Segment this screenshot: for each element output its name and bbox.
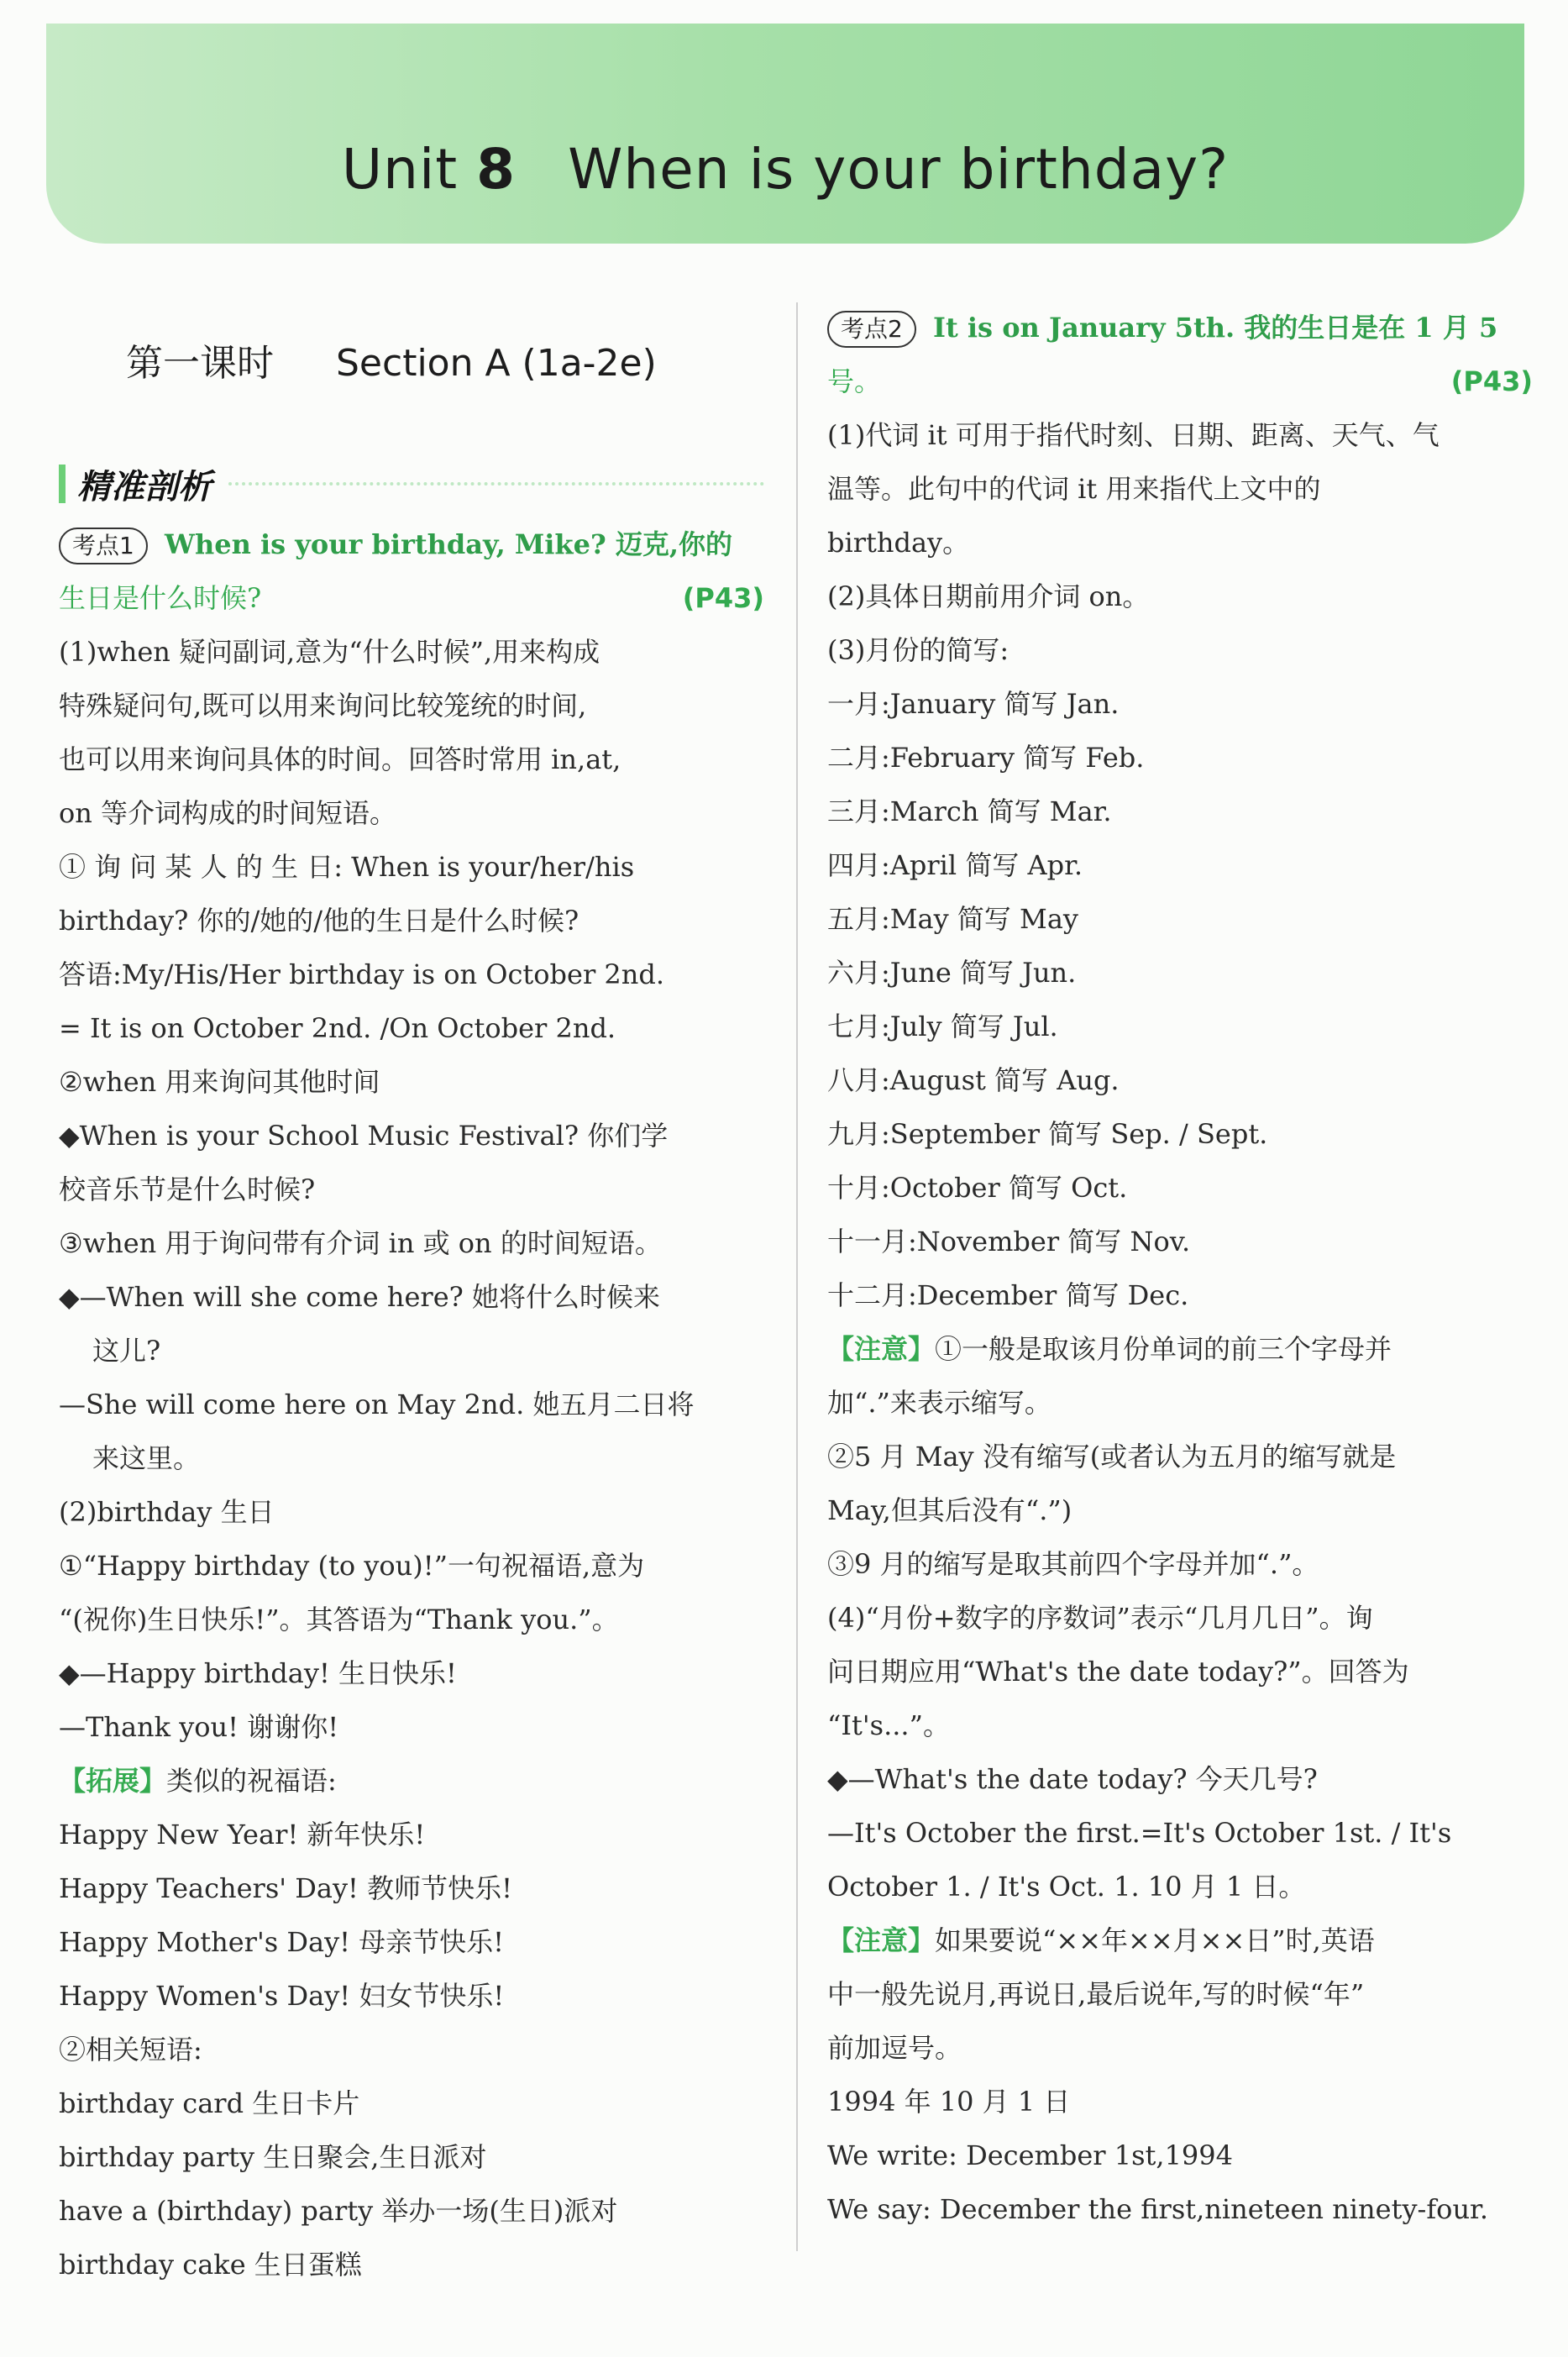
text-line: ③when 用于询问带有介词 in 或 on 的时间短语。 [59, 1227, 662, 1259]
text-line: 二月:February 简写 Feb. [827, 742, 1145, 774]
text-line: Happy New Year! 新年快乐! [59, 1819, 426, 1850]
text-line: ① 询 问 某 人 的 生 日: When is your/her/his [59, 851, 635, 883]
kp1-extend [59, 1754, 764, 1808]
text-line: ②when 用来询问其他时间 [59, 1066, 380, 1098]
text-line: Happy Teachers' Day! 教师节快乐! [59, 1872, 512, 1904]
section-dots [228, 482, 764, 486]
kp2-note2-first [827, 1913, 1533, 1967]
unit-title [46, 137, 1524, 202]
kp2-ref: (P43) [1450, 365, 1533, 397]
text-line: (2)birthday 生日 [59, 1496, 275, 1528]
text-line: —Thank you! 谢谢你! [59, 1711, 339, 1743]
text-line: 五月:May 简写 May [827, 903, 1078, 935]
unit-number: 8 [476, 137, 517, 202]
right-column [827, 301, 1533, 2236]
text-line: have a (birthday) party 举办一场(生日)派对 [59, 2195, 618, 2227]
text-line: 十月:October 简写 Oct. [827, 1172, 1128, 1204]
text-line: —It's October the first.=It's October 1st. / It's [827, 1817, 1452, 1849]
lesson-period: 第一课时 [126, 342, 274, 385]
text-line: birthday card 生日卡片 [59, 2087, 360, 2119]
kp2-note1-body [827, 1376, 1533, 1913]
text-line: ◆—When will she come here? 她将什么时候来 [59, 1281, 660, 1313]
text-line: ②相关短语: [59, 2034, 202, 2066]
text-line: birthday。 [827, 527, 970, 559]
text-line: ②5 月 May 没有缩写(或者认为五月的缩写就是 [827, 1441, 1397, 1472]
kp1-title: When is your birthday, Mike? 迈克,你的 [165, 528, 732, 560]
unit-label: Unit [341, 137, 459, 202]
left-column [59, 311, 764, 2291]
kp2-title-line2 [827, 354, 1533, 408]
kp2-note2-tag: 【注意】 [827, 1924, 936, 1956]
kp1-title-line [59, 517, 764, 571]
text-line: —She will come here on May 2nd. 她五月二日将 [59, 1388, 695, 1420]
text-line: “(祝你)生日快乐!”。其答语为“Thank you.”。 [59, 1604, 619, 1635]
text-line: 来这里。 [92, 1442, 201, 1474]
text-line: 十一月:November 简写 Nov. [827, 1226, 1191, 1257]
text-line: 四月:April 简写 Apr. [827, 849, 1083, 881]
unit-title-text: When is your birthday? [568, 137, 1230, 202]
text-line: ◆When is your School Music Festival? 你们学 [59, 1120, 669, 1152]
kp1-title-line2 [59, 571, 764, 625]
text-line: 问日期应用“What's the date today?”。回答为 [827, 1656, 1409, 1688]
kp1-extend-tag: 【拓展】 [59, 1765, 167, 1797]
text-line: 特殊疑问句,既可以用来询问比较笼统的时间, [59, 690, 587, 722]
text-line: 1994 年 10 月 1 日 [827, 2086, 1071, 2118]
kp2-title: It is on January 5th. 我的生日是在 1 月 5 [933, 312, 1498, 344]
text-line: 答语:My/His/Her birthday is on October 2nd. [59, 958, 665, 990]
text-line: = It is on October 2nd. /On October 2nd. [59, 1012, 616, 1044]
text-line: 也可以用来询问具体的时间。回答时常用 in,at, [59, 743, 621, 775]
text-line: We write: December 1st,1994 [827, 2139, 1233, 2171]
text-line: ◆—Happy birthday! 生日快乐! [59, 1657, 457, 1689]
text-line: 十二月:December 简写 Dec. [827, 1279, 1189, 1311]
text-line: (3)月份的简写: [827, 634, 1009, 666]
text-line: 温等。此句中的代词 it 用来指代上文中的 [827, 473, 1321, 505]
text-line: “It's...”。 [827, 1709, 950, 1741]
kp1-ref: (P43) [682, 582, 764, 614]
kp1-badge: 考点1 [59, 528, 148, 564]
column-divider [796, 302, 798, 2251]
text-line: 加“.”来表示缩写。 [827, 1387, 1051, 1419]
text-line: Happy Women's Day! 妇女节快乐! [59, 1980, 505, 2012]
kp2-body [827, 408, 1533, 1322]
text-line: 一月:January 简写 Jan. [827, 688, 1120, 720]
kp2-title-line [827, 301, 1533, 354]
text-line: ③9 月的缩写是取其前四个字母并加“.”。 [827, 1548, 1319, 1580]
section-label: 精准剖析 [77, 467, 212, 507]
text-line: birthday party 生日聚会,生日派对 [59, 2141, 487, 2173]
kp2-note2-line: 如果要说“××年××月××日”时,英语 [935, 1924, 1375, 1956]
text-line: May,但其后没有“.”) [827, 1494, 1072, 1526]
text-line: (1)when 疑问副词,意为“什么时候”,用来构成 [59, 636, 600, 668]
kp2-note2-body [827, 1967, 1533, 2236]
unit-banner [46, 24, 1524, 244]
kp1-extend-body [59, 1808, 764, 2291]
lesson-section: Section A (1a-2e) [336, 342, 657, 385]
text-line: on 等介词构成的时间短语。 [59, 797, 397, 829]
text-line: Happy Mother's Day! 母亲节快乐! [59, 1926, 505, 1958]
text-line: (1)代词 it 可用于指代时刻、日期、距离、天气、气 [827, 419, 1440, 451]
text-line: 前加逗号。 [827, 2032, 962, 2064]
text-line: (4)“月份+数字的序数词”表示“几月几日”。询 [827, 1602, 1373, 1634]
kp2-badge: 考点2 [827, 311, 916, 348]
kp2-note1-tag: 【注意】 [827, 1333, 936, 1365]
text-line: ①“Happy birthday (to you)!”一句祝福语,意为 [59, 1550, 645, 1582]
text-line: birthday? 你的/她的/他的生日是什么时候? [59, 905, 579, 937]
text-line: 中一般先说月,再说日,最后说年,写的时候“年” [827, 1978, 1365, 2010]
section-heading [59, 450, 764, 517]
text-line: (2)具体日期前用介词 on。 [827, 580, 1150, 612]
kp2-note1-first [827, 1322, 1533, 1376]
text-line: October 1. / It's Oct. 1. 10 月 1 日。 [827, 1871, 1306, 1903]
text-line: 九月:September 简写 Sep. / Sept. [827, 1118, 1268, 1150]
kp1-title2: 生日是什么时候? [59, 582, 262, 614]
text-line: 六月:June 简写 Jun. [827, 957, 1077, 989]
text-line: 校音乐节是什么时候? [59, 1173, 316, 1205]
section-bar [59, 465, 66, 503]
kp2-title2: 号。 [827, 365, 882, 397]
kp1-extend-intro: 类似的祝福语: [166, 1765, 337, 1797]
lesson-title [126, 333, 764, 450]
text-line: 八月:August 简写 Aug. [827, 1064, 1120, 1096]
kp1-body [59, 625, 764, 1754]
text-line: ◆—What's the date today? 今天几号? [827, 1763, 1318, 1795]
text-line: 这儿? [92, 1335, 161, 1367]
text-line: We say: December the first,nineteen ninety-four. [827, 2193, 1488, 2225]
text-line: 三月:March 简写 Mar. [827, 795, 1112, 827]
kp2-note1-line: ①一般是取该月份单词的前三个字母并 [935, 1333, 1392, 1365]
text-line: birthday cake 生日蛋糕 [59, 2249, 362, 2281]
text-line: 七月:July 简写 Jul. [827, 1011, 1058, 1042]
